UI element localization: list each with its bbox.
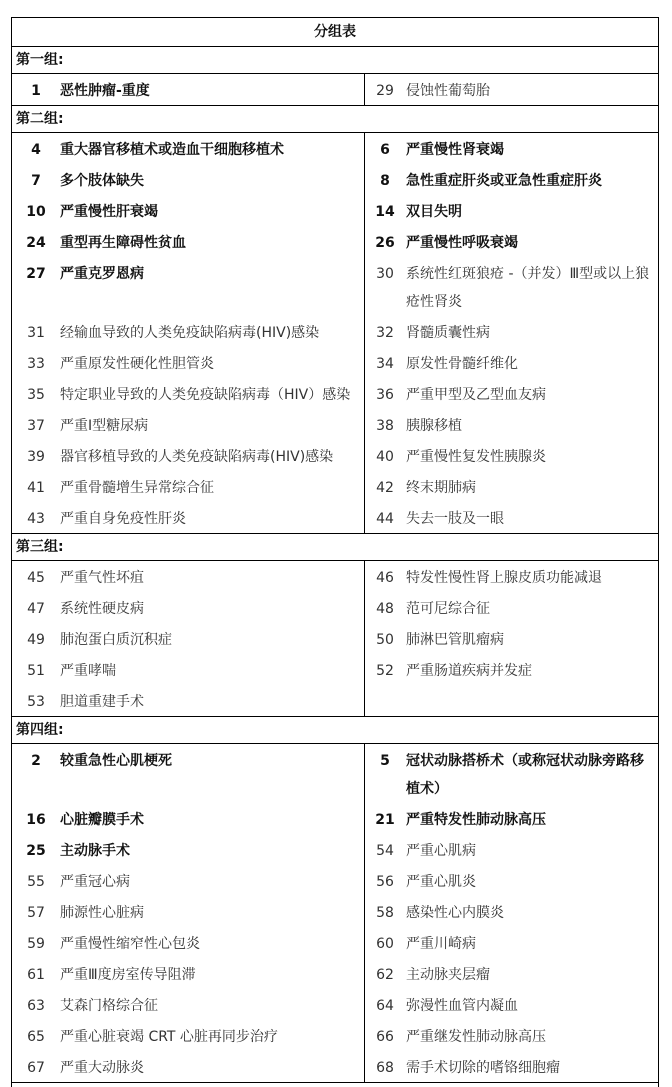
table-row — [12, 1020, 658, 1051]
disease-entry — [12, 927, 364, 958]
table-row — [12, 865, 658, 896]
group-section — [12, 106, 658, 534]
table-row — [12, 834, 658, 865]
disease-entry — [12, 865, 364, 896]
entry-number: 67 — [27, 1060, 45, 1076]
disease-entry — [12, 803, 364, 834]
table-row — [12, 347, 658, 378]
entry-number: 44 — [376, 511, 394, 527]
table-row — [12, 685, 658, 716]
disease-entry — [12, 195, 364, 226]
entry-number: 29 — [376, 83, 394, 99]
grouping-table — [11, 17, 659, 1087]
entry-name: 严重Ⅲ度房室传导阻滞 — [60, 967, 196, 983]
disease-entry — [364, 1020, 658, 1051]
entry-number: 32 — [376, 325, 394, 341]
entry-number — [364, 688, 406, 716]
entry-number: 68 — [376, 1060, 394, 1076]
entry-name: 需手术切除的嗜铬细胞瘤 — [406, 1060, 560, 1076]
entry-name: 严重Ⅰ型糖尿病 — [60, 418, 149, 434]
disease-entry — [364, 865, 658, 896]
disease-entry — [364, 834, 658, 865]
entry-number: 10 — [26, 204, 46, 220]
entry-name: 范可尼综合征 — [406, 601, 490, 617]
entry-number: 50 — [376, 632, 394, 648]
table-row — [12, 561, 658, 592]
disease-entry — [12, 958, 364, 989]
disease-entry — [364, 623, 658, 654]
table-row — [12, 896, 658, 927]
disease-entry — [364, 803, 658, 834]
entry-name: 严重骨髓增生异常综合征 — [60, 480, 214, 496]
entry-name: 严重气性坏疽 — [60, 570, 144, 586]
table-row — [12, 133, 658, 164]
entry-number: 16 — [26, 812, 46, 828]
entry-name: 失去一肢及一眼 — [406, 511, 504, 527]
column-divider — [364, 561, 365, 716]
entry-name: 严重甲型及乙型血友病 — [406, 387, 546, 403]
disease-entry — [364, 195, 658, 226]
group-body — [12, 74, 658, 106]
entry-number: 55 — [27, 874, 45, 890]
disease-entry — [364, 927, 658, 958]
entry-number: 42 — [376, 480, 394, 496]
entry-number: 61 — [27, 967, 45, 983]
table-row — [12, 803, 658, 834]
entry-number: 5 — [380, 753, 390, 769]
entry-name: 严重心肌炎 — [406, 874, 476, 890]
entry-name: 重型再生障碍性贫血 — [60, 235, 186, 251]
disease-entry — [364, 257, 658, 316]
disease-entry — [364, 440, 658, 471]
table-row — [12, 958, 658, 989]
entry-name: 主动脉手术 — [60, 843, 130, 859]
disease-entry — [12, 226, 364, 257]
entry-name: 特发性慢性肾上腺皮质功能减退 — [406, 570, 602, 586]
disease-entry — [364, 316, 658, 347]
entry-number: 7 — [31, 173, 41, 189]
entry-number: 65 — [27, 1029, 45, 1045]
entry-number: 38 — [376, 418, 394, 434]
entry-number: 57 — [27, 905, 45, 921]
entry-number: 54 — [376, 843, 394, 859]
entry-name: 严重慢性呼吸衰竭 — [406, 235, 518, 251]
table-row — [12, 502, 658, 533]
entry-name: 侵蚀性葡萄胎 — [406, 83, 490, 99]
disease-entry — [12, 1020, 364, 1051]
group-header: 第二组: — [12, 106, 658, 133]
disease-entry — [12, 1051, 364, 1082]
disease-entry — [364, 896, 658, 927]
disease-entry — [12, 896, 364, 927]
entry-name: 主动脉夹层瘤 — [406, 967, 490, 983]
disease-entry — [12, 133, 364, 164]
entry-name: 系统性硬皮病 — [60, 601, 144, 617]
entry-name: 严重心肌病 — [406, 843, 476, 859]
group-header: 第一组: — [12, 47, 658, 74]
entry-name: 严重冠心病 — [60, 874, 130, 890]
group-header: 第四组: — [12, 717, 658, 744]
entry-name: 急性重症肝炎或亚急性重症肝炎 — [406, 173, 602, 189]
disease-entry — [364, 133, 658, 164]
entry-name: 严重肠道疾病并发症 — [406, 663, 532, 679]
disease-entry — [12, 744, 364, 803]
entry-name: 重大器官移植术或造血干细胞移植术 — [60, 142, 284, 158]
disease-entry — [12, 409, 364, 440]
entry-name: 系统性红斑狼疮 -（并发）Ⅲ型或以上狼疮性肾炎 — [406, 266, 650, 310]
disease-entry — [364, 502, 658, 533]
entry-name — [406, 688, 658, 716]
table-row — [12, 989, 658, 1020]
disease-entry — [12, 623, 364, 654]
entry-name: 心脏瓣膜手术 — [60, 812, 144, 828]
entry-name: 终末期肺病 — [406, 480, 476, 496]
entry-number: 47 — [27, 601, 45, 617]
entry-name: 严重慢性缩窄性心包炎 — [60, 936, 200, 952]
entry-number: 8 — [380, 173, 390, 189]
group-body — [12, 744, 658, 1083]
table-row — [12, 623, 658, 654]
entry-name: 特定职业导致的人类免疫缺陷病毒（HIV）感染 — [60, 387, 351, 403]
entry-number: 27 — [26, 266, 46, 282]
entry-number: 30 — [376, 266, 394, 282]
entry-number: 43 — [27, 511, 45, 527]
disease-entry — [364, 226, 658, 257]
table-row — [12, 378, 658, 409]
entry-name: 肺源性心脏病 — [60, 905, 144, 921]
entry-name: 恶性肿瘤-重度 — [60, 83, 150, 99]
table-row — [12, 440, 658, 471]
column-divider — [364, 133, 365, 533]
entry-number: 21 — [375, 812, 395, 828]
entry-number: 52 — [376, 663, 394, 679]
entry-name: 冠状动脉搭桥术（或称冠状动脉旁路移植术） — [406, 753, 644, 797]
entry-number: 39 — [27, 449, 45, 465]
disease-entry — [12, 834, 364, 865]
table-row — [12, 74, 658, 105]
entry-name: 严重心脏衰竭 CRT 心脏再同步治疗 — [60, 1029, 278, 1045]
entry-number: 66 — [376, 1029, 394, 1045]
disease-entry — [364, 471, 658, 502]
entry-number: 26 — [375, 235, 395, 251]
disease-entry — [12, 989, 364, 1020]
disease-entry — [12, 561, 364, 592]
group-body — [12, 561, 658, 717]
disease-entry — [364, 378, 658, 409]
entry-name: 严重哮喘 — [60, 663, 116, 679]
column-divider — [364, 74, 365, 105]
entry-name: 弥漫性血管内凝血 — [406, 998, 518, 1014]
disease-entry — [12, 316, 364, 347]
disease-entry — [364, 409, 658, 440]
table-row — [12, 654, 658, 685]
group-body — [12, 133, 658, 534]
table-row — [12, 471, 658, 502]
entry-number: 34 — [376, 356, 394, 372]
disease-entry — [12, 471, 364, 502]
entry-number: 36 — [376, 387, 394, 403]
disease-entry — [364, 744, 658, 803]
entry-number: 1 — [31, 83, 41, 99]
entry-name: 多个肢体缺失 — [60, 173, 144, 189]
disease-entry — [364, 592, 658, 623]
entry-name: 胆道重建手术 — [60, 694, 144, 710]
entry-name: 肺泡蛋白质沉积症 — [60, 632, 172, 648]
entry-number: 2 — [31, 753, 41, 769]
table-row — [12, 195, 658, 226]
entry-number: 53 — [27, 694, 45, 710]
entry-name: 严重慢性复发性胰腺炎 — [406, 449, 546, 465]
entry-name: 严重原发性硬化性胆管炎 — [60, 356, 214, 372]
disease-entry — [364, 561, 658, 592]
entry-number: 62 — [376, 967, 394, 983]
disease-entry — [12, 440, 364, 471]
entry-name: 严重大动脉炎 — [60, 1060, 144, 1076]
entry-name: 严重慢性肾衰竭 — [406, 142, 504, 158]
disease-entry — [364, 164, 658, 195]
disease-entry — [364, 74, 658, 105]
table-row — [12, 257, 658, 316]
entry-number: 31 — [27, 325, 45, 341]
entry-name: 器官移植导致的人类免疫缺陷病毒(HIV)感染 — [60, 449, 334, 465]
entry-number: 56 — [376, 874, 394, 890]
entry-name: 严重继发性肺动脉高压 — [406, 1029, 546, 1045]
entry-number: 59 — [27, 936, 45, 952]
disease-entry — [364, 1051, 658, 1082]
entry-number: 64 — [376, 998, 394, 1014]
entry-number: 58 — [376, 905, 394, 921]
entry-name: 肾髓质囊性病 — [406, 325, 490, 341]
entry-number: 6 — [380, 142, 390, 158]
entry-name: 严重克罗恩病 — [60, 266, 144, 282]
disease-entry — [364, 958, 658, 989]
table-row — [12, 409, 658, 440]
entry-number: 41 — [27, 480, 45, 496]
entry-number: 45 — [27, 570, 45, 586]
column-divider — [364, 744, 365, 1082]
entry-name: 艾森门格综合征 — [60, 998, 158, 1014]
disease-entry — [12, 502, 364, 533]
entry-name: 原发性骨髓纤维化 — [406, 356, 518, 372]
entry-name: 严重自身免疫性肝炎 — [60, 511, 186, 527]
table-title: 分组表 — [12, 18, 658, 47]
entry-number: 4 — [31, 142, 41, 158]
entry-number: 46 — [376, 570, 394, 586]
group-section — [12, 534, 658, 717]
entry-number: 14 — [375, 204, 395, 220]
disease-entry — [364, 654, 658, 685]
table-row — [12, 744, 658, 803]
disease-entry — [12, 164, 364, 195]
entry-number: 25 — [26, 843, 46, 859]
entry-name: 胰腺移植 — [406, 418, 462, 434]
entry-name: 严重慢性肝衰竭 — [60, 204, 158, 220]
entry-name: 感染性心内膜炎 — [406, 905, 504, 921]
disease-entry — [12, 592, 364, 623]
entry-number: 37 — [27, 418, 45, 434]
entry-number: 48 — [376, 601, 394, 617]
group-header: 第三组: — [12, 534, 658, 561]
entry-number: 63 — [27, 998, 45, 1014]
table-groups — [12, 47, 658, 1083]
entry-name: 经输血导致的人类免疫缺陷病毒(HIV)感染 — [60, 325, 320, 341]
disease-entry — [364, 347, 658, 378]
disease-entry — [364, 989, 658, 1020]
table-row — [12, 226, 658, 257]
group-section — [12, 717, 658, 1083]
disease-entry — [12, 378, 364, 409]
entry-name: 肺淋巴管肌瘤病 — [406, 632, 504, 648]
entry-number: 51 — [27, 663, 45, 679]
entry-name: 严重特发性肺动脉高压 — [406, 812, 546, 828]
entry-number: 35 — [27, 387, 45, 403]
disease-entry — [12, 257, 364, 316]
table-row — [12, 927, 658, 958]
disease-entry — [12, 685, 364, 716]
disease-entry — [364, 685, 658, 716]
entry-number: 24 — [26, 235, 46, 251]
entry-name: 较重急性心肌梗死 — [60, 753, 172, 769]
entry-number: 60 — [376, 936, 394, 952]
entry-number: 40 — [376, 449, 394, 465]
entry-name: 双目失明 — [406, 204, 462, 220]
disease-entry — [12, 74, 364, 105]
group-section — [12, 47, 658, 106]
table-row — [12, 164, 658, 195]
entry-number: 49 — [27, 632, 45, 648]
table-row — [12, 1051, 658, 1082]
disease-entry — [12, 654, 364, 685]
entry-name: 严重川崎病 — [406, 936, 476, 952]
table-row — [12, 316, 658, 347]
table-row — [12, 592, 658, 623]
disease-entry — [12, 347, 364, 378]
entry-number: 33 — [27, 356, 45, 372]
